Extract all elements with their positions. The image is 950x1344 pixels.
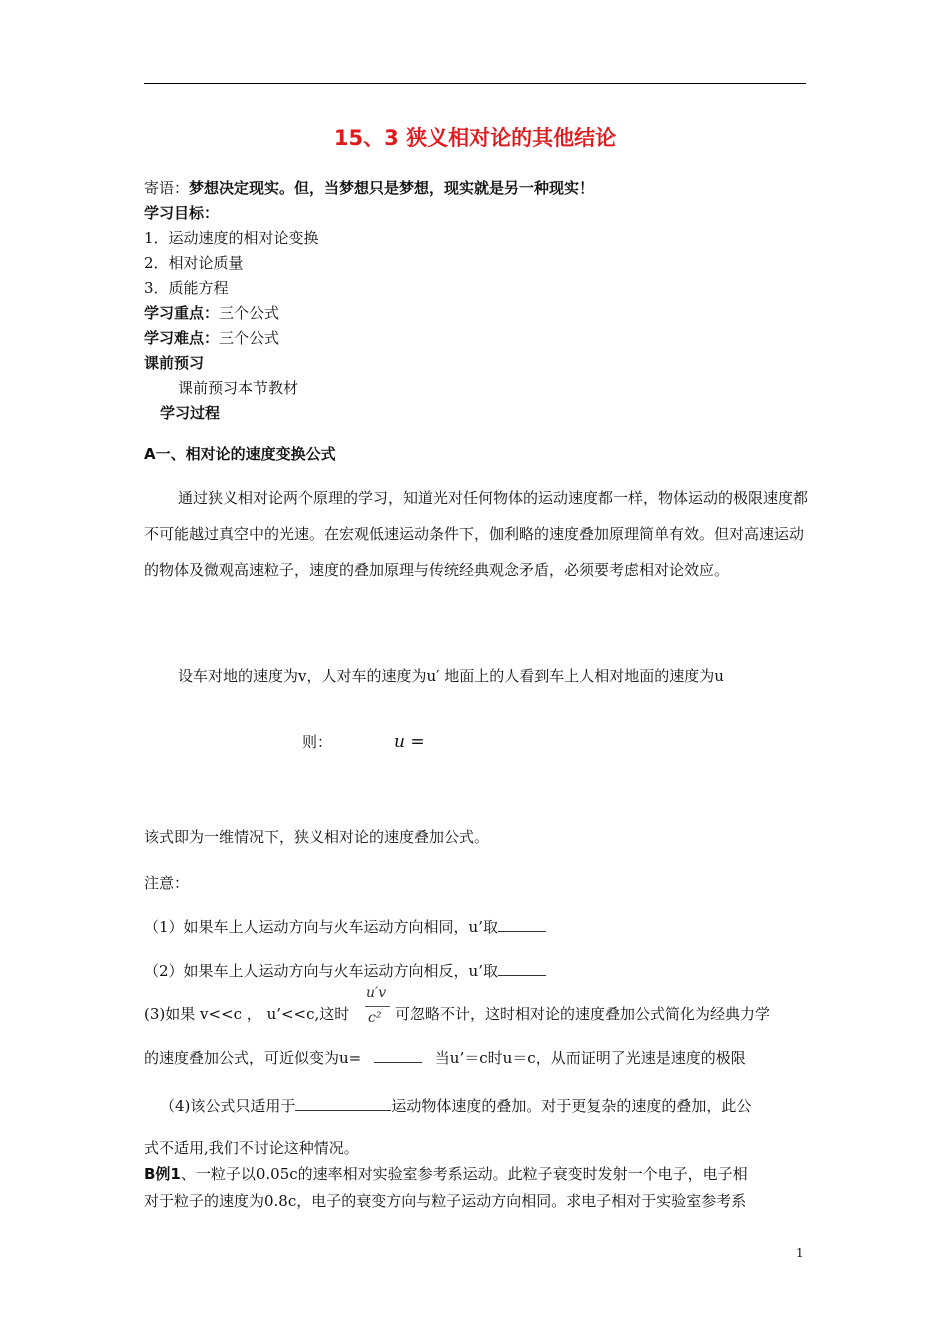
preview-heading: 课前预习 xyxy=(144,354,205,372)
note-3b: 可忽略不计，这时相对论的速度叠加公式简化为经典力学 xyxy=(395,1005,771,1023)
note-4 xyxy=(160,1095,751,1117)
answer-blank[interactable] xyxy=(374,1048,422,1063)
answer-blank[interactable] xyxy=(498,917,546,932)
header-rule xyxy=(144,83,806,84)
note-4a: （4)该公式只适用于 xyxy=(160,1097,296,1115)
note-3d: 当u’＝c时u＝c，从而证明了光速是速度的极限 xyxy=(434,1049,746,1067)
answer-blank[interactable] xyxy=(295,1096,391,1111)
goals-heading: 学习目标： xyxy=(144,204,220,222)
note-heading: 注意： xyxy=(144,874,190,892)
note-2 xyxy=(144,960,546,982)
goal-item: 1．运动速度的相对论变换 xyxy=(144,229,319,247)
preview-text: 课前预习本节教材 xyxy=(178,379,299,397)
motto-line xyxy=(144,177,594,199)
note-2-text: （2）如果车上人运动方向与火车运动方向相反，u’取 xyxy=(144,962,498,980)
formula-lhs: u = xyxy=(394,732,425,752)
then-label: 则： xyxy=(302,733,333,751)
difficulty-label: 学习难点： xyxy=(144,329,220,347)
motto-label: 寄语： xyxy=(144,179,190,197)
section-a-paragraph xyxy=(144,480,808,588)
key-point-text: 三个公式 xyxy=(219,304,280,322)
key-point-label: 学习重点： xyxy=(144,304,220,322)
key-point-line xyxy=(144,302,279,324)
difficulty-line xyxy=(144,327,279,349)
example-1-text-1: 、一粒子以0.05c的速率相对实验室参考系运动。此粒子衰变时发射一个电子，电子相 xyxy=(180,1165,748,1183)
fraction-numerator: u′v xyxy=(366,985,387,1001)
formula-summary: 该式即为一维情况下，狭义相对论的速度叠加公式。 xyxy=(144,828,490,846)
section-a-heading: A一、相对论的速度变换公式 xyxy=(144,445,336,463)
example-1-label: B例1 xyxy=(144,1165,181,1183)
setup-line: 设车对地的速度为v，人对车的速度为u′ 地面上的人看到车上人相对地面的速度为u xyxy=(178,667,724,685)
note-3a: (3)如果 v<<c ， u’<<c,这时 xyxy=(144,1005,350,1023)
example-1-line-1 xyxy=(144,1163,748,1185)
note-4c: 式不适用,我们不讨论这种情况。 xyxy=(144,1139,359,1157)
note-1 xyxy=(144,916,546,938)
fraction-bar xyxy=(365,1006,390,1007)
example-1-line-2: 对于粒子的速度为0.8c，电子的衰变方向与粒子运动方向相同。求电子相对于实验室参考系 xyxy=(144,1192,747,1210)
motto-text: 梦想决定现实。但，当梦想只是梦想，现实就是另一种现实！ xyxy=(189,179,595,197)
answer-blank[interactable] xyxy=(498,961,546,976)
section-a-paragraph-text: 通过狭义相对论两个原理的学习，知道光对任何物体的运动速度都一样，物体运动的极限速度都不可能越过真空中的光速。在宏观低速运动条件下，伽利略的速度叠加原理简单有效。但对高速运动的物体及微观高速粒子，速度的叠加原理与传统经典观念矛盾，必须要考虑相对论效应。 xyxy=(144,489,809,579)
fraction-denominator: c² xyxy=(368,1010,382,1026)
note-1-text: （1）如果车上人运动方向与火车运动方向相同，u’取 xyxy=(144,918,498,936)
note-4b: 运动物体速度的叠加。对于更复杂的速度的叠加，此公 xyxy=(391,1097,752,1115)
page-number: 1 xyxy=(796,1246,804,1260)
note-3c: 的速度叠加公式，可近似变为u= xyxy=(144,1049,362,1067)
difficulty-text: 三个公式 xyxy=(219,329,280,347)
page-title: 15、3 狭义相对论的其他结论 xyxy=(333,126,617,150)
process-heading: 学习过程 xyxy=(160,404,221,422)
note-3c-line xyxy=(144,1047,746,1069)
goal-item: 3．质能方程 xyxy=(144,279,229,297)
goal-item: 2．相对论质量 xyxy=(144,254,244,272)
